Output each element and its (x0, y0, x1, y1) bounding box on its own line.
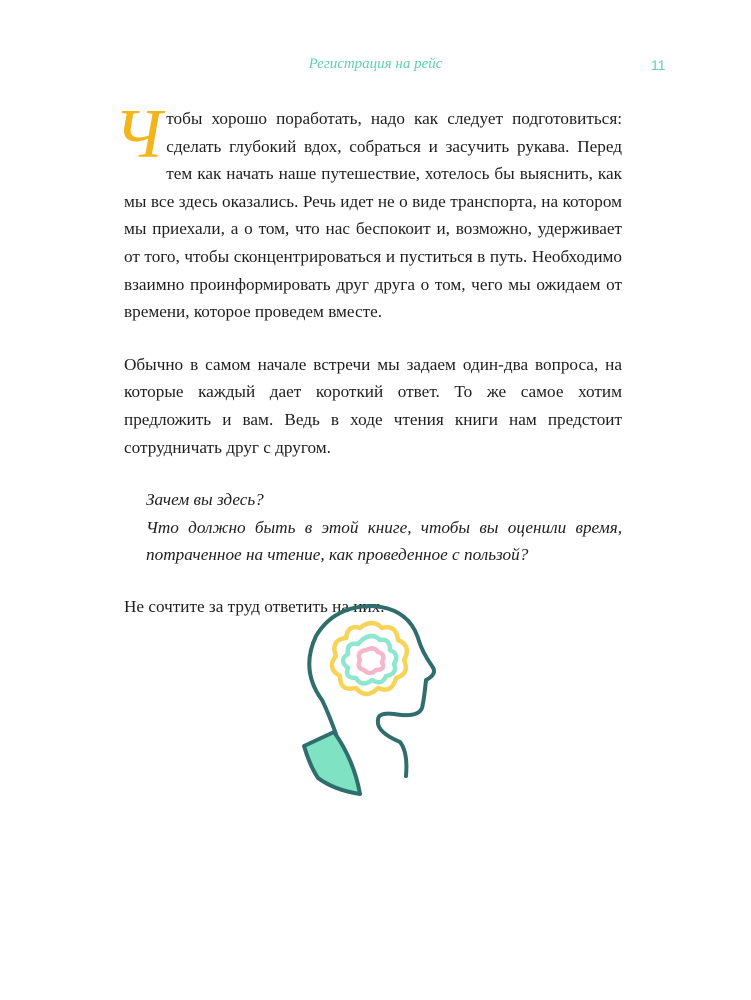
running-title: Регистрация на рейс (308, 56, 443, 72)
paragraph-third: Не сочтите за труд ответить на них. (124, 596, 385, 616)
collar-shape (304, 732, 360, 794)
paragraph-second: Обычно в самом начале встречи мы задаем один-два вопроса, на которые каждый дает короткий ответ. То же самое хотим предложить и вам. Ведь в ходе чтения книги нам предстоит сотрудничать друг с другом. (124, 354, 622, 457)
page-body (114, 96, 622, 621)
page-number: 11 (651, 57, 666, 73)
paragraph-first-text: тобы хорошо поработать, надо как следует подготовиться: сделать глубокий вдох, собраться и засучить рукава. Перед тем как начать наше путешествие, хотелось бы выяснить, как мы все здесь оказались. Речь идет не о виде транспорта, на котором мы приехали, а о том, что нас беспокоит и, возможно, удерживает от того, чтобы сконцентрироваться и пуститься в путь. Необходимо взаимно проинформировать друг друга о том, чего мы ожидаем от времени, которое проведем вместе. (124, 109, 622, 322)
paragraph-first (114, 96, 622, 326)
mind-ring-middle (343, 636, 396, 684)
mind-ring-inner (359, 648, 384, 673)
question-book-value: Что должно быть в этой книге, чтобы вы оценили время, потраченное на чтение, как проведенное с пользой? (146, 517, 622, 565)
question-block (146, 486, 622, 569)
question-why-here: Зачем вы здесь? (146, 490, 264, 510)
head-with-mind-swirl-icon (290, 600, 450, 800)
drop-cap: Ч (114, 96, 163, 173)
